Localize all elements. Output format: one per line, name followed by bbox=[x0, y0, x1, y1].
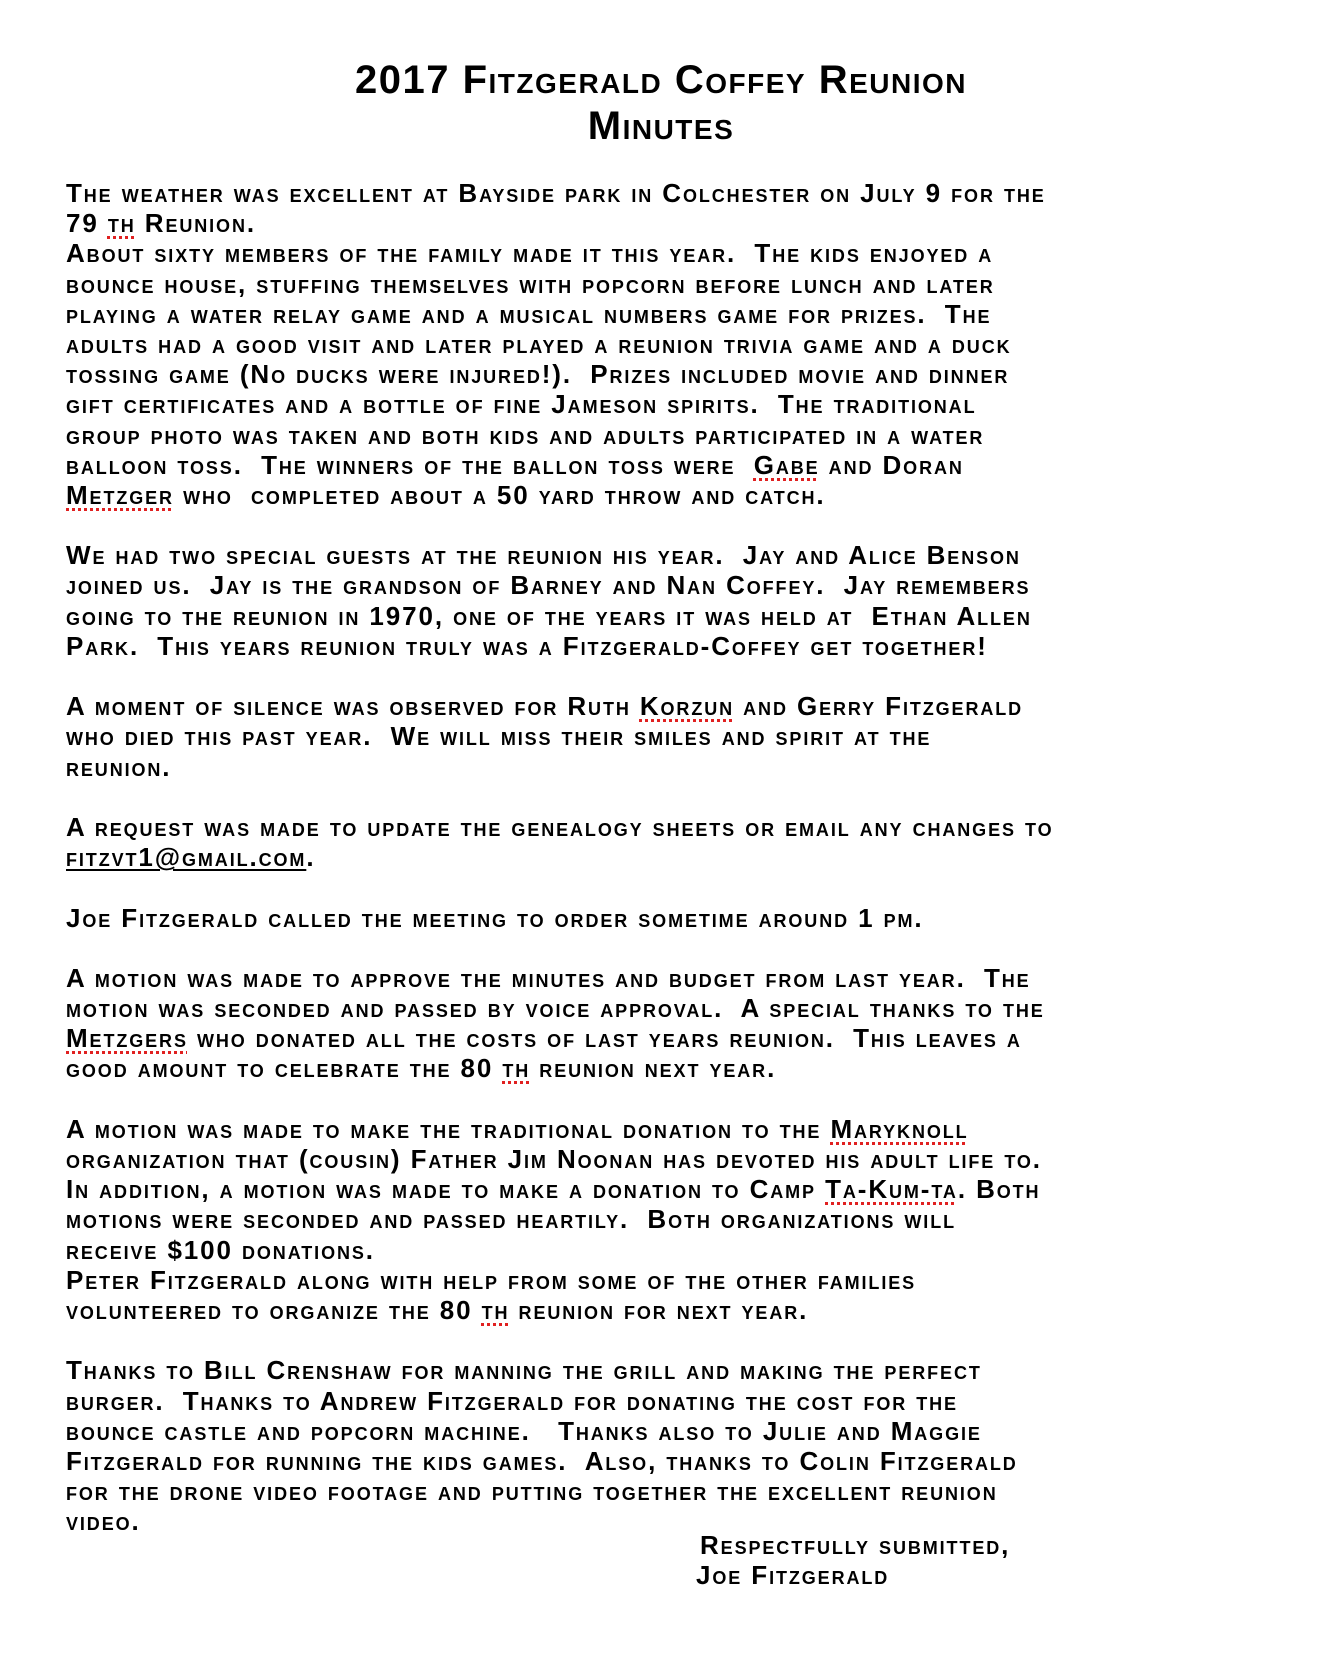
misspelled-word: th bbox=[481, 1294, 510, 1325]
text-line: video. bbox=[66, 1506, 141, 1537]
text-line bbox=[66, 208, 1286, 238]
text-line bbox=[66, 1174, 1286, 1204]
misspelled-word: Ta-Kum-ta bbox=[825, 1174, 958, 1205]
misspelled-word: Korzun bbox=[639, 691, 735, 722]
text-line: bounce castle and popcorn machine. Thanks also to Julie and Maggie bbox=[66, 1415, 982, 1446]
text-line: A request was made to update the genealogy sheets or email any changes to bbox=[66, 811, 1054, 842]
paragraph-spacer bbox=[66, 510, 1286, 540]
misspelled-word: Gabe bbox=[753, 449, 820, 480]
text-line bbox=[66, 480, 1286, 510]
text-line: tossing game (No ducks were injured!). Prizes included movie and dinner bbox=[66, 359, 1010, 390]
text-line: gift certificates and a bottle of fine Jameson spirits. The traditional bbox=[66, 389, 977, 420]
text-line bbox=[66, 691, 1286, 721]
text-segment: balloon toss. The winners of the ballon toss were bbox=[66, 449, 754, 480]
text-line bbox=[66, 1114, 1286, 1144]
misspelled-word: Metzgers bbox=[66, 1023, 188, 1054]
paragraph-p6 bbox=[66, 963, 1286, 1084]
text-line: Thanks to Bill Crenshaw for manning the grill and making the perfect bbox=[66, 1355, 982, 1386]
minutes-body bbox=[66, 178, 1286, 1536]
text-segment: In addition, a motion was made to make a donation to Camp bbox=[66, 1174, 826, 1205]
paragraph-spacer bbox=[66, 1084, 1286, 1114]
paragraph-p2 bbox=[66, 540, 1286, 661]
text-line: We had two special guests at the reunion his year. Jay and Alice Benson bbox=[66, 540, 1021, 571]
misspelled-word: Maryknoll bbox=[830, 1113, 969, 1144]
text-line bbox=[66, 450, 1286, 480]
text-line: adults had a good visit and later played a reunion trivia game and a duck bbox=[66, 328, 1012, 359]
text-line bbox=[66, 842, 1286, 872]
text-segment: A moment of silence was observed for Ruth bbox=[66, 691, 640, 722]
text-line: motion was seconded and passed by voice approval. A special thanks to the bbox=[66, 993, 1045, 1024]
paragraph-spacer bbox=[66, 872, 1286, 902]
text-segment: and Gerry Fitzgerald bbox=[734, 691, 1024, 722]
text-line: organization that (cousin) Father Jim Noonan has devoted his adult life to. bbox=[66, 1144, 1042, 1174]
text-segment: . bbox=[306, 842, 316, 873]
paragraph-p1 bbox=[66, 178, 1286, 510]
text-segment: good amount to celebrate the 80 bbox=[66, 1053, 503, 1084]
paragraph-p8 bbox=[66, 1355, 1286, 1536]
document-title: 2017 Fitzgerald Coffey Reunion bbox=[355, 58, 967, 102]
text-line bbox=[66, 1023, 1286, 1053]
paragraph-p7 bbox=[66, 1114, 1286, 1325]
paragraph-spacer bbox=[66, 933, 1286, 963]
text-line: The weather was excellent at Bayside park in Colchester on July 9 for the bbox=[66, 178, 1046, 208]
text-line: joined us. Jay is the grandson of Barney and Nan Coffey. Jay remembers bbox=[66, 570, 1031, 601]
text-line bbox=[66, 1053, 1286, 1083]
text-segment: who donated all the costs of last years reunion. This leaves a bbox=[187, 1023, 1022, 1054]
text-segment: . Both bbox=[957, 1174, 1041, 1205]
paragraph-spacer bbox=[66, 661, 1286, 691]
text-line: who died this past year. We will miss their smiles and spirit at the bbox=[66, 721, 932, 752]
text-line: playing a water relay game and a musical numbers game for prizes. The bbox=[66, 298, 992, 329]
text-line: About sixty members of the family made it this year. The kids enjoyed a bbox=[66, 238, 994, 269]
misspelled-word: th bbox=[502, 1053, 531, 1084]
text-line: Peter Fitzgerald along with help from some of the other families bbox=[66, 1264, 917, 1295]
paragraph-p4 bbox=[66, 812, 1286, 872]
text-line: for the drone video footage and putting together the excellent reunion bbox=[66, 1476, 998, 1507]
text-segment: A motion was made to make the traditional donation to the bbox=[66, 1113, 831, 1144]
misspelled-word: th bbox=[107, 208, 136, 239]
text-segment: who completed about a 50 yard throw and catch. bbox=[173, 479, 826, 510]
text-line bbox=[66, 1295, 1286, 1325]
text-line: motions were seconded and passed heartily. Both organizations will bbox=[66, 1204, 956, 1235]
document-subtitle: Minutes bbox=[587, 104, 735, 148]
signature-name: Joe Fitzgerald bbox=[696, 1560, 890, 1590]
misspelled-word: Metzger bbox=[66, 479, 174, 510]
text-segment: reunion for next year. bbox=[509, 1294, 809, 1325]
text-segment: volunteered to organize the 80 bbox=[66, 1294, 482, 1325]
signature-closing: Respectfully submitted, bbox=[700, 1530, 1011, 1560]
text-line: burger. Thanks to Andrew Fitzgerald for donating the cost for the bbox=[66, 1385, 958, 1416]
text-segment: and Doran bbox=[819, 449, 964, 480]
paragraph-p3 bbox=[66, 691, 1286, 782]
text-line: reunion. bbox=[66, 751, 172, 782]
paragraph-p5: Joe Fitzgerald called the meeting to order sometime around 1 pm. bbox=[66, 902, 924, 933]
paragraph-spacer bbox=[66, 782, 1286, 812]
text-line: Fitzgerald for running the kids games. Also, thanks to Colin Fitzgerald bbox=[66, 1445, 1018, 1476]
text-segment: reunion next year. bbox=[530, 1053, 777, 1084]
email-link[interactable]: fitzvt1@gmail.com bbox=[66, 842, 307, 873]
text-line: A motion was made to approve the minutes and budget from last year. The bbox=[66, 962, 1031, 993]
text-segment: 79 bbox=[66, 208, 108, 239]
text-line: bounce house, stuffing themselves with popcorn before lunch and later bbox=[66, 268, 995, 299]
text-line: group photo was taken and both kids and adults participated in a water bbox=[66, 419, 985, 450]
text-line: receive $100 donations. bbox=[66, 1234, 375, 1265]
text-line: Park. This years reunion truly was a Fitzgerald-Coffey get together! bbox=[66, 630, 988, 661]
text-line: going to the reunion in 1970, one of the years it was held at Ethan Allen bbox=[66, 600, 1032, 631]
paragraph-spacer bbox=[66, 1325, 1286, 1355]
text-segment: Reunion. bbox=[135, 208, 256, 239]
